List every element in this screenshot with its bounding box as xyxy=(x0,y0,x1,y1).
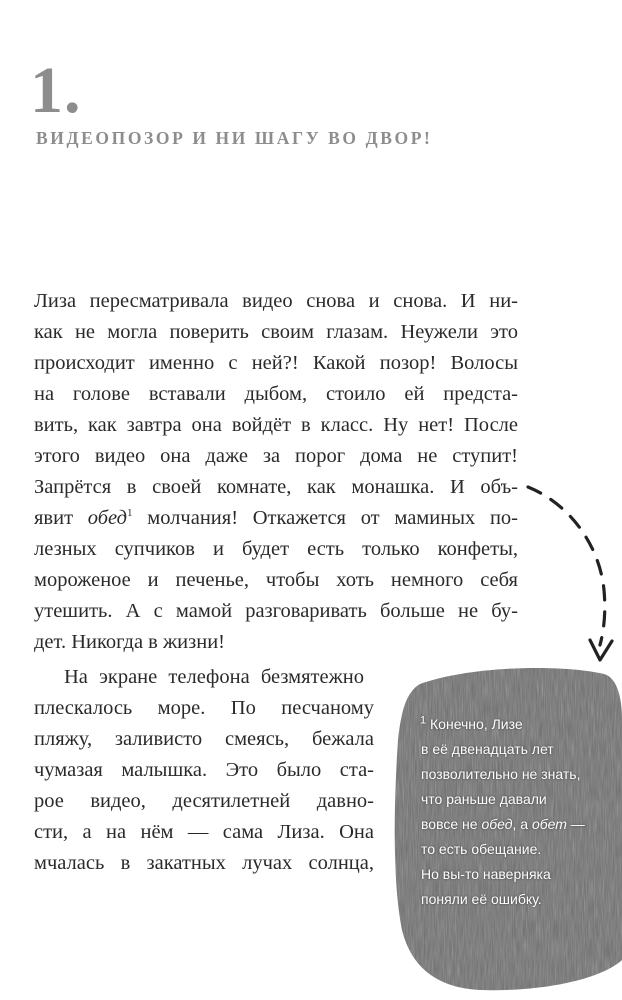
body-line: мчалась в закатных лучах солнца, xyxy=(34,852,374,874)
footnote-line: позволительно не знать, xyxy=(421,766,581,782)
body-line: пляжу, заливисто смеясь, бежала xyxy=(34,728,374,750)
italic-word: обед xyxy=(481,816,513,832)
body-line: лезных супчиков и будет есть только конфеты, xyxy=(34,538,518,560)
footnote-text: Конечно, Лизе xyxy=(430,716,523,732)
chapter-number: 1. xyxy=(30,54,82,127)
body-line: Лиза пересматривала видео снова и снова. И ни- xyxy=(34,290,518,312)
body-line: плескалось море. По песчаному xyxy=(34,697,374,719)
chapter-title: ВИДЕОПОЗОР И НИ ШАГУ ВО ДВОР! xyxy=(36,128,433,148)
body-line: происходит именно с ней?! Какой позор! Волосы xyxy=(34,352,518,374)
italic-word: обет xyxy=(531,816,567,832)
body-line: на голове вставали дыбом, стоило ей предста- xyxy=(34,383,518,405)
footnote-line: что раньше давали xyxy=(421,791,547,807)
body-line: этого видео она даже за порог дома не ступит! xyxy=(34,445,518,467)
footnote-line xyxy=(420,713,602,735)
italic-word: обед xyxy=(87,507,128,529)
body-line: мороженое и печенье, чтобы хоть немного себя xyxy=(34,569,518,591)
body-line: чумазая малышка. Это было ста- xyxy=(34,759,374,781)
body-text: молчания! Откажется от маминых по- xyxy=(132,507,518,529)
body-line: рое видео, десятилетней давно- xyxy=(34,790,374,812)
body-text: явит xyxy=(34,507,88,529)
footnote-line: поняли её ошибку. xyxy=(421,891,542,907)
body-line: вить, как завтра она войдёт в класс. Ну нет! После xyxy=(34,414,518,436)
footnote-text: вовсе не xyxy=(421,816,482,832)
footnote-line: Но вы-то наверняка xyxy=(421,866,551,882)
footnote-line xyxy=(421,813,603,835)
footnote-marker: 1 xyxy=(420,714,427,727)
body-line: дет. Никогда в жизни! xyxy=(34,631,225,653)
footnote-line: в её двенадцать лет xyxy=(421,741,554,757)
footnote-text: , а xyxy=(512,816,532,832)
body-line: На экране телефона безмятежно xyxy=(64,666,364,688)
body-line: Запрётся в своей комнате, как монашка. И объ- xyxy=(34,476,518,498)
footnote-line: то есть обещание. xyxy=(421,841,542,857)
body-line: сти, а на нём — сама Лиза. Она xyxy=(34,821,374,843)
body-line: как не могла поверить своим глазам. Неужели это xyxy=(34,321,518,343)
body-line: утешить. А с мамой разговаривать больше не бу- xyxy=(34,600,518,622)
footnote-text: — xyxy=(566,816,585,832)
footnote-reference: 1 xyxy=(127,507,133,520)
